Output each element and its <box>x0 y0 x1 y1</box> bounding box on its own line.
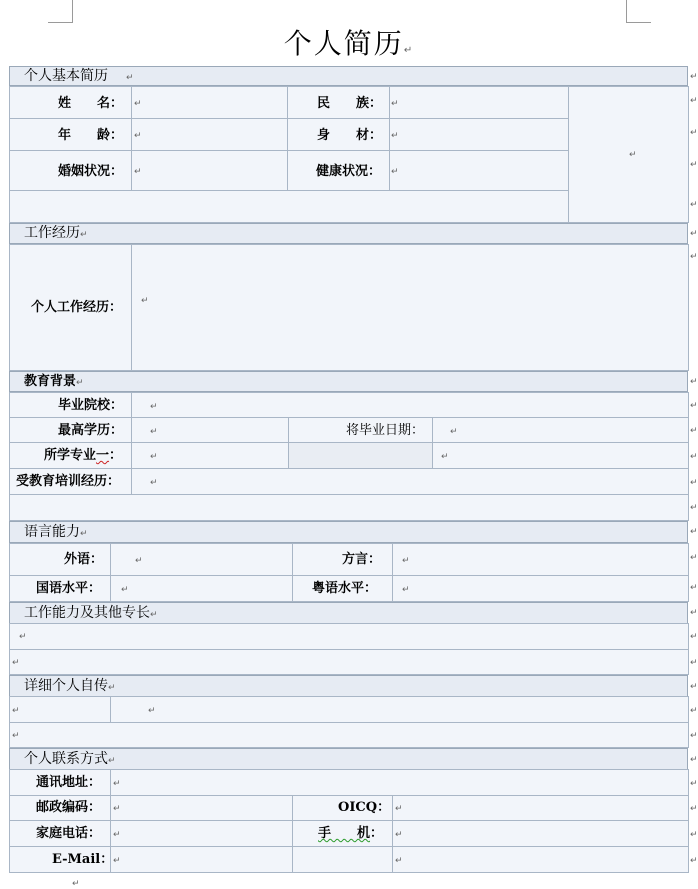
email-label: E-Mail： <box>52 852 114 867</box>
para-mark: ↵ <box>690 160 698 170</box>
para-mark: ↵ <box>690 128 698 138</box>
oicq-label: OICQ： <box>338 800 391 815</box>
para-mark: ↵ <box>690 72 698 82</box>
address-label: 通讯地址： <box>36 775 102 790</box>
para-mark: ↵ <box>690 755 698 765</box>
para-mark: ↵ <box>113 804 121 814</box>
para-mark: ↵ <box>690 503 698 513</box>
cell-marital-value[interactable] <box>131 150 288 191</box>
para-mark: ↵ <box>450 427 458 437</box>
para-mark: ↵ <box>690 804 698 814</box>
dialect-label: 方言： <box>342 552 382 567</box>
mobile-label: 手 机： <box>318 826 384 841</box>
cell-height-value[interactable] <box>389 118 569 151</box>
cell-training-value[interactable] <box>131 468 689 495</box>
para-mark: ↵ <box>135 556 143 566</box>
page-title: 个人简历↵ <box>283 27 415 60</box>
marital-label: 婚姻状况： <box>58 164 124 179</box>
cell-oicq-value[interactable] <box>392 795 689 821</box>
cell-nation-value[interactable] <box>389 86 569 119</box>
para-mark: ↵ <box>441 452 449 462</box>
cell-graddate-value[interactable] <box>432 417 689 443</box>
para-mark: ↵ <box>690 527 698 537</box>
para-mark: ↵ <box>113 830 121 840</box>
cell-phone-value[interactable] <box>110 820 293 847</box>
section-edu-header: 教育背景↵ <box>9 371 688 392</box>
grad-date-label: 将毕业日期： <box>346 423 425 438</box>
cell-email-extra-value[interactable] <box>392 846 689 873</box>
postcode-label: 邮政编码： <box>36 800 102 815</box>
para-mark: ↵ <box>12 706 20 716</box>
para-mark: ↵ <box>391 167 399 177</box>
cell-mandarin-value[interactable] <box>110 575 293 602</box>
cell-edu-extra[interactable] <box>9 494 689 521</box>
para-mark: ↵ <box>690 706 698 716</box>
para-mark: ↵ <box>690 96 698 106</box>
para-mark: ↵ <box>690 731 698 741</box>
cell-basic-extra[interactable] <box>9 190 569 223</box>
para-mark: ↵ <box>690 830 698 840</box>
para-mark: ↵ <box>113 856 121 866</box>
para-mark: ↵ <box>113 779 121 789</box>
para-mark: ↵ <box>690 682 698 692</box>
section-basic-header: 个人基本简历 ↵ <box>9 66 688 86</box>
section-language-header: 语言能力↵ <box>9 521 688 543</box>
cell-self-right[interactable] <box>110 696 689 723</box>
crop-mark-left <box>48 0 73 23</box>
cell-age-value[interactable] <box>131 118 288 151</box>
age-label: 年 龄： <box>58 128 124 143</box>
para-mark: ↵ <box>141 296 149 306</box>
cell-ability-row1[interactable] <box>9 623 689 650</box>
cell-postcode-value[interactable] <box>110 795 293 821</box>
para-mark: ↵ <box>148 706 156 716</box>
para-mark: ↵ <box>690 200 698 210</box>
para-mark: ↵ <box>690 401 698 411</box>
para-mark: ↵ <box>690 478 698 488</box>
para-mark: ↵ <box>690 608 698 618</box>
para-mark: ↵ <box>690 229 698 239</box>
cell-work-value[interactable] <box>131 244 689 371</box>
para-mark: ↵ <box>134 99 142 109</box>
major-label: 所学专业一： <box>44 448 123 463</box>
para-mark: ↵ <box>402 585 410 595</box>
training-label: 受教育培训经历： <box>16 474 121 489</box>
cell-cantonese-value[interactable] <box>392 575 689 602</box>
para-mark: ↵ <box>690 856 698 866</box>
cell-email-value[interactable] <box>110 846 293 873</box>
para-mark: ↵ <box>150 402 158 412</box>
cell-school-value[interactable] <box>131 392 689 418</box>
cell-mobile-value[interactable] <box>392 820 689 847</box>
para-mark: ↵ <box>629 150 637 160</box>
para-mark: ↵ <box>690 583 698 593</box>
para-mark: ↵ <box>690 779 698 789</box>
para-mark: ↵ <box>690 377 698 387</box>
crop-mark-right <box>626 0 651 23</box>
para-mark: ↵ <box>121 585 129 595</box>
para-mark: ↵ <box>12 731 20 741</box>
mandarin-label: 国语水平： <box>36 581 102 596</box>
cell-name-value[interactable] <box>131 86 288 119</box>
para-mark: ↵ <box>690 632 698 642</box>
cell-major-extra-value[interactable] <box>432 442 689 469</box>
para-mark: ↵ <box>395 830 403 840</box>
cell-dialect-value[interactable] <box>392 543 689 576</box>
work-experience-label: 个人工作经历： <box>31 300 123 315</box>
para-mark: ↵ <box>391 131 399 141</box>
para-mark: ↵ <box>690 658 698 668</box>
degree-label: 最高学历： <box>58 423 124 438</box>
para-mark: ↵ <box>150 427 158 437</box>
name-label: 姓 名： <box>58 96 124 111</box>
para-mark: ↵ <box>150 452 158 462</box>
cell-address-value[interactable] <box>110 769 689 796</box>
para-mark: ↵ <box>395 804 403 814</box>
height-label: 身 材： <box>317 128 383 143</box>
cantonese-label: 粤语水平： <box>312 581 378 596</box>
para-mark: ↵ <box>134 167 142 177</box>
cell-email-extra[interactable] <box>292 846 393 873</box>
section-contact-header: 个人联系方式↵ <box>9 748 688 770</box>
home-phone-label: 家庭电话： <box>36 826 102 841</box>
para-mark: ↵ <box>690 553 698 563</box>
school-label: 毕业院校： <box>58 398 124 413</box>
cell-self-row2[interactable] <box>9 722 689 748</box>
section-autobiography-header: 详细个人自传↵ <box>9 675 688 697</box>
para-mark: ↵ <box>391 99 399 109</box>
section-ability-header: 工作能力及其他专长↵ <box>9 602 688 624</box>
nation-label: 民 族： <box>317 96 383 111</box>
health-label: 健康状况： <box>316 164 382 179</box>
cell-self-left[interactable] <box>9 696 111 723</box>
para-mark: ↵ <box>72 879 80 889</box>
cell-ability-row2[interactable] <box>9 649 689 675</box>
section-work-header: 工作经历↵ <box>9 223 688 244</box>
para-mark: ↵ <box>134 131 142 141</box>
para-mark: ↵ <box>690 252 698 262</box>
foreign-language-label: 外语： <box>64 552 104 567</box>
cell-health-value[interactable] <box>389 150 569 191</box>
para-mark: ↵ <box>19 632 27 642</box>
para-mark: ↵ <box>690 426 698 436</box>
para-mark: ↵ <box>150 478 158 488</box>
para-mark: ↵ <box>12 658 20 668</box>
para-mark: ↵ <box>690 452 698 462</box>
para-mark: ↵ <box>402 556 410 566</box>
para-mark: ↵ <box>395 856 403 866</box>
cell-major-extra[interactable] <box>288 442 433 469</box>
